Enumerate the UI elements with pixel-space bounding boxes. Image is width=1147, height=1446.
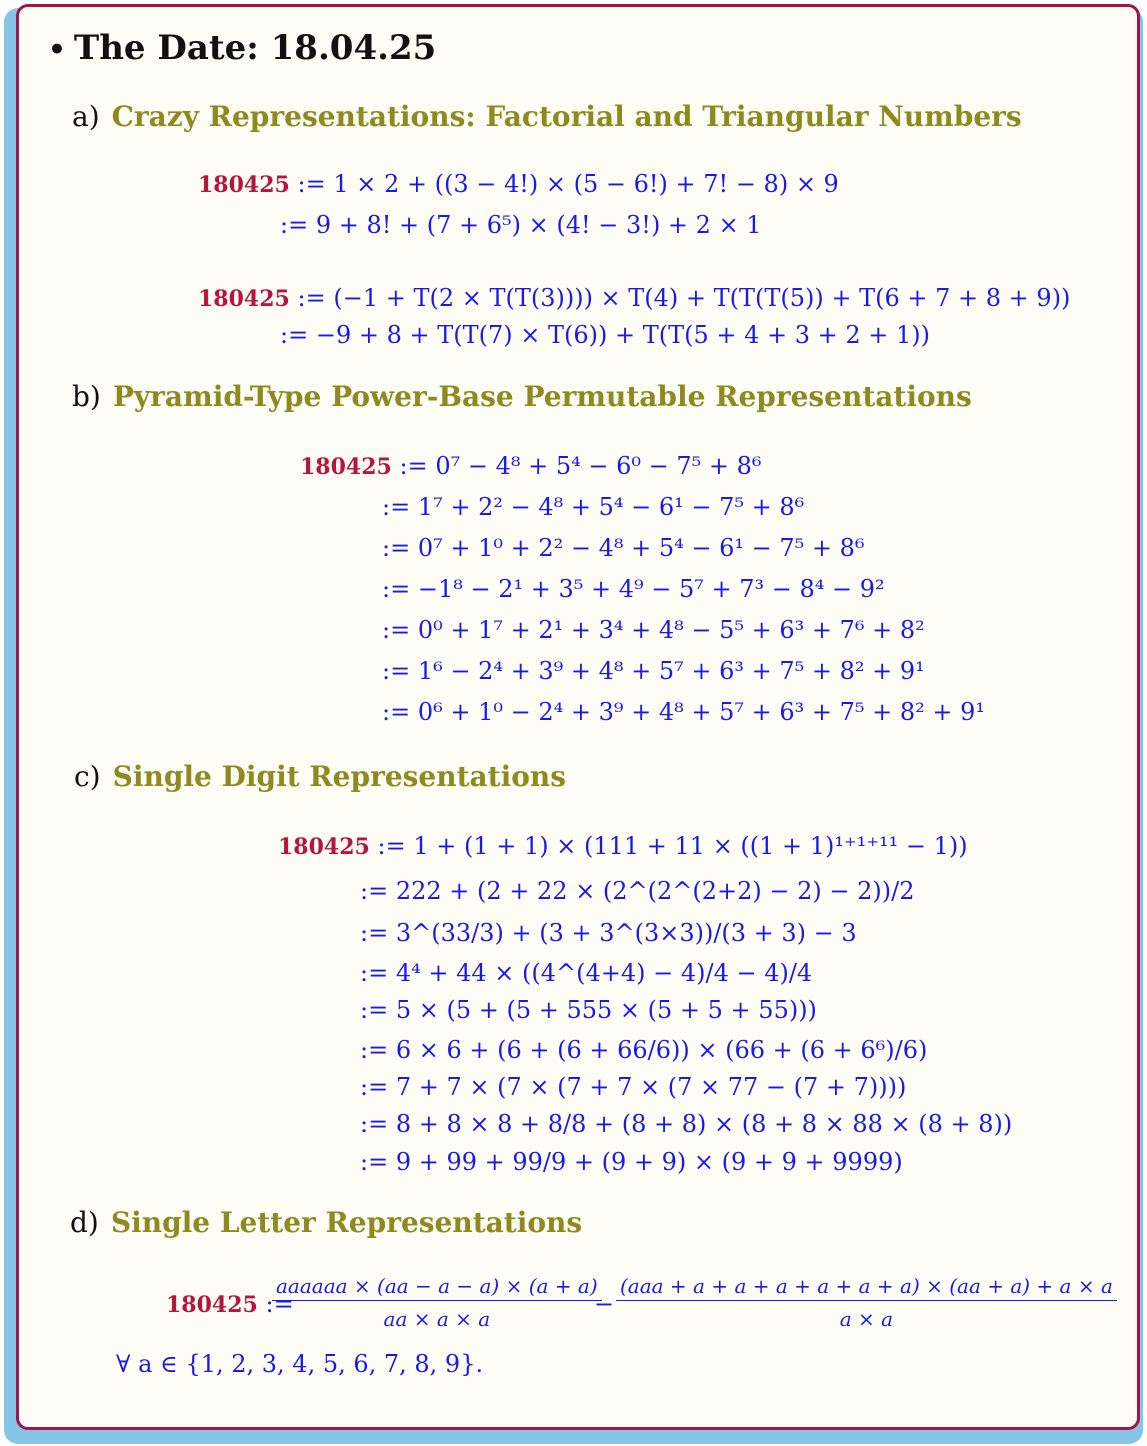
fraction-2-denominator: a × a bbox=[839, 1307, 894, 1331]
section-title: Single Letter Representations bbox=[110, 1206, 583, 1239]
d-eq-lhs: 180425 := bbox=[166, 1290, 294, 1318]
c-eq-9: := 9 + 99 + 99/9 + (9 + 9) × (9 + 9 + 9999) bbox=[360, 1148, 903, 1176]
section-c-title bbox=[74, 760, 566, 793]
fraction-minus: − bbox=[594, 1290, 615, 1318]
fraction-2 bbox=[616, 1274, 1117, 1331]
heading-text: The Date: 18.04.25 bbox=[73, 28, 437, 68]
a-eq-4: := −9 + 8 + T(T(7) × T(6)) + T(T(5 + 4 + 3 + 2 + 1)) bbox=[280, 321, 930, 349]
page-heading bbox=[48, 28, 436, 68]
section-label: a) bbox=[72, 100, 100, 133]
c-eq-2: := 222 + (2 + 22 × (2^(2^(2+2) − 2) − 2))/2 bbox=[360, 877, 915, 905]
fraction-1-numerator: aaaaaa × (aa − a − a) × (a + a) bbox=[272, 1274, 602, 1301]
b-eq-7: := 0⁶ + 1⁰ − 2⁴ + 3⁹ + 4⁸ + 5⁷ + 6³ + 7⁵ + 8² + 9¹ bbox=[382, 698, 986, 726]
bullet-icon: • bbox=[48, 33, 66, 66]
section-title: Pyramid-Type Power-Base Permutable Representations bbox=[112, 380, 972, 413]
c-eq-5: := 5 × (5 + (5 + 555 × (5 + 5 + 55))) bbox=[360, 996, 817, 1024]
c-eq-4: := 4⁴ + 44 × ((4^(4+4) − 4)/4 − 4)/4 bbox=[360, 959, 813, 987]
a-eq-3: 180425 := (−1 + T(2 × T(T(3)))) × T(4) + T(T(T(5)) + T(6 + 7 + 8 + 9)) bbox=[198, 284, 1071, 312]
section-label: c) bbox=[74, 760, 101, 793]
b-eq-6: := 1⁶ − 2⁴ + 3⁹ + 4⁸ + 5⁷ + 6³ + 7⁵ + 8² + 9¹ bbox=[382, 657, 925, 685]
b-eq-1: 180425 := 0⁷ − 4⁸ + 5⁴ − 6⁰ − 7⁵ + 8⁶ bbox=[300, 452, 762, 480]
c-eq-8: := 8 + 8 × 8 + 8/8 + (8 + 8) × (8 + 8 × 88 × (8 + 8)) bbox=[360, 1110, 1013, 1138]
c-eq-7: := 7 + 7 × (7 × (7 + 7 × (7 × 77 − (7 + 7)))) bbox=[360, 1073, 907, 1101]
d-forall-condition: ∀ a ∈ {1, 2, 3, 4, 5, 6, 7, 8, 9}. bbox=[116, 1350, 484, 1378]
fraction-1-denominator: aa × a × a bbox=[383, 1307, 491, 1331]
b-eq-5: := 0⁰ + 1⁷ + 2¹ + 3⁴ + 4⁸ − 5⁵ + 6³ + 7⁶ + 8² bbox=[382, 616, 925, 644]
a-eq-2: := 9 + 8! + (7 + 6⁵) × (4! − 3!) + 2 × 1 bbox=[280, 211, 762, 239]
a-eq-1: 180425 := 1 × 2 + ((3 − 4!) × (5 − 6!) + 7! − 8) × 9 bbox=[198, 170, 839, 198]
section-label: d) bbox=[70, 1206, 99, 1239]
section-b-title bbox=[72, 380, 972, 413]
c-eq-6: := 6 × 6 + (6 + (6 + 66/6)) × (66 + (6 + 6⁶)/6) bbox=[360, 1036, 928, 1064]
section-title: Crazy Representations: Factorial and Triangular Numbers bbox=[111, 100, 1022, 133]
section-label: b) bbox=[72, 380, 101, 413]
c-eq-3: := 3^(33/3) + (3 + 3^(3×3))/(3 + 3) − 3 bbox=[360, 919, 857, 947]
c-eq-1: 180425 := 1 + (1 + 1) × (111 + 11 × ((1 + 1)¹⁺¹⁺¹¹ − 1)) bbox=[278, 832, 968, 860]
b-eq-4: := −1⁸ − 2¹ + 3⁵ + 4⁹ − 5⁷ + 7³ − 8⁴ − 9² bbox=[382, 575, 885, 603]
section-a-title bbox=[72, 100, 1022, 133]
b-eq-3: := 0⁷ + 1⁰ + 2² − 4⁸ + 5⁴ − 6¹ − 7⁵ + 8⁶ bbox=[382, 534, 865, 562]
fraction-1 bbox=[272, 1274, 602, 1331]
b-eq-2: := 1⁷ + 2² − 4⁸ + 5⁴ − 6¹ − 7⁵ + 8⁶ bbox=[382, 493, 805, 521]
section-d-title bbox=[70, 1206, 582, 1239]
fraction-2-numerator: (aaa + a + a + a + a + a + a) × (aa + a) + a × a bbox=[616, 1274, 1117, 1301]
section-title: Single Digit Representations bbox=[112, 760, 567, 793]
